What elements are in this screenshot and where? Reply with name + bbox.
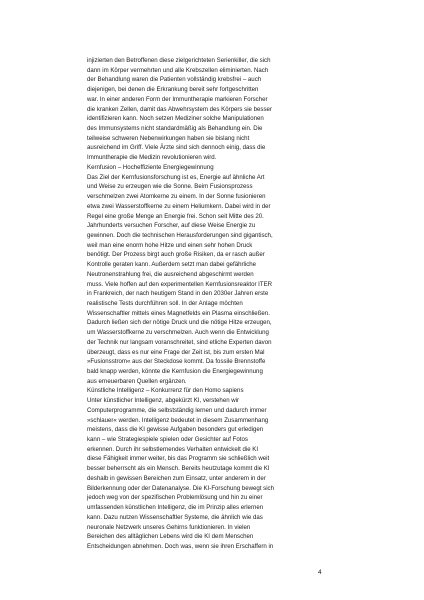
text-line: etwa zwei Wasserstoffkerne zu einem Heliumkern. Dabei wird in der <box>87 202 271 210</box>
text-line: benötigt. Der Prozess birgt auch große Risiken, da er rasch außer <box>87 251 265 259</box>
text-line: Dadurch ließen sich der nötige Druck und die nötige Hitze erzeugen, <box>87 319 272 327</box>
text-line: Bilderkennung oder der Datenanalyse. Die KI-Forschung bewegt sich <box>87 484 274 492</box>
text-line: in Frankreich, der nach heutigem Stand in den 2030er Jahren erste <box>87 290 269 298</box>
text-line: erkennen. Durch ihr selbstlernendes Verhalten entwickelt die KI <box>87 445 259 453</box>
text-line: neuronale Netzwerk unseres Gehirns funktionieren. In vielen <box>87 523 251 531</box>
text-line: überzeugt, dass es nur eine Frage der Zeit ist, bis zum ersten Mal <box>87 348 265 356</box>
text-line: um Wasserstoffkerne zu verschmelzen. Auch wenn die Entwicklung <box>87 329 269 337</box>
text-line: injizierten den Betroffenen diese zielgerichteten Serienkiller, die sich <box>87 57 271 64</box>
text-line: kann – wie Strategiespiele spielen oder Gesichter auf Fotos <box>87 436 248 444</box>
text-line: Bereichen des alltäglichen Lebens wird die KI dem Menschen <box>87 533 254 541</box>
text-line: aus erneuerbaren Quellen ergänzen. <box>87 377 187 385</box>
text-line: »schlauer« werden. Intelligenz bedeutet in diesem Zusammenhang <box>87 416 269 424</box>
text-line: realistische Tests durchführen soll. In der Anlage möchten <box>87 299 243 307</box>
page-number: 4 <box>318 569 322 576</box>
section-heading-kernfusion: Kernfusion – Hocheffiziente Energiegewinnung <box>87 163 214 171</box>
text-line: bald knapp werden, könnte die Kernfusion die Energiegewinnung <box>87 368 263 375</box>
text-line: besser beherrscht als ein Mensch. Bereits heutzutage kommt die KI <box>87 465 270 473</box>
text-line: gewinnen. Doch die technischen Herausforderungen sind gigantisch, <box>87 231 273 239</box>
text-line: der Technik nur langsam voranschreitet, sind etliche Experten davon <box>87 338 272 346</box>
text-line: des Immunsystems nicht standardmäßig als Behandlung ein. Die <box>87 125 263 133</box>
text-line: diese Fähigkeit immer weiter, bis das Programm sie schließlich weit <box>87 455 270 463</box>
text-line: diejenigen, bei denen die Erkrankung bereit sehr fortgeschritten <box>87 86 259 94</box>
text-line: Jahrhunderts versuchen Forscher, auf diese Weise Energie zu <box>87 222 256 230</box>
text-line: der Behandlung waren die Patienten vollständig krebsfrei – auch <box>87 76 262 84</box>
text-line: kann. Dazu nutzen Wissenschaftler Systeme, die ähnlich wie das <box>87 513 263 521</box>
text-line: Unter künstlicher Intelligenz, abgekürzt KI, verstehen wir <box>87 397 240 405</box>
body-text <box>87 56 349 552</box>
text-line: die kranken Zellen, damit das Abwehrsystem des Körpers sie besser <box>87 105 272 113</box>
text-line: meistens, dass die KI gewisse Aufgaben besonders gut erledigen <box>87 426 264 434</box>
text-line: war. In einer anderen Form der Immuntherapie markieren Forscher <box>87 95 268 103</box>
text-line: Entscheidungen abnehmen. Doch was, wenn sie ihren Erschaffern in <box>87 542 274 550</box>
text-line: dann im Körper vermehrten und alle Krebszellen eliminierten. Nach <box>87 66 269 74</box>
text-line: identifizieren kann. Noch setzen Mediziner solche Manipulationen <box>87 115 264 123</box>
text-line: Das Ziel der Kernfusionsforschung ist es, Energie auf ähnliche Art <box>87 173 265 181</box>
text-line: und Weise zu erzeugen wie die Sonne. Beim Fusionsprozess <box>87 183 253 191</box>
text-line: teilweise schweren Nebenwirkungen haben sie bislang nicht <box>87 134 250 142</box>
text-line: Immuntherapie die Medizin revolutionieren wird. <box>87 154 217 162</box>
text-line: Computerprogramme, die selbstständig lernen und dadurch immer <box>87 406 267 414</box>
text-line: umfassenden künstlichen Intelligenz, die im Prinzip alles erlernen <box>87 504 264 512</box>
text-line: verschmelzen zwei Atomkerne zu einem. In der Sonne fusionieren <box>87 193 266 201</box>
text-line: deshalb in gewissen Bereichen zum Einsatz, unter anderem in der <box>87 474 266 482</box>
text-line: »Fusionsstrom« aus der Steckdose kommt. Da fossile Brennstoffe <box>87 358 266 366</box>
section-heading-kuenstliche-intelligenz: Künstliche Intelligenz – Konkurrenz für den Homo sapiens <box>87 387 244 395</box>
text-line: Regel eine große Menge an Energie frei. Schon seit Mitte des 20. <box>87 212 264 220</box>
text-line: weil man eine enorm hohe Hitze und einen sehr hohen Druck <box>87 241 253 249</box>
text-line: Wissenschaftler mittels eines Magnetfelds ein Plasma einschließen. <box>87 309 270 317</box>
text-line: ausreichend im Griff. Viele Ärzte sind sich dennoch einig, dass die <box>87 144 266 152</box>
text-line: jedoch weg von der spezifischen Problemlösung und hin zu einer <box>87 494 263 502</box>
text-line: Kontrolle geraten kann. Außerdem setzt man dabei gefährliche <box>87 261 257 269</box>
text-line: Neutronenstrahlung frei, die ausreichend abgeschirmt werden <box>87 270 254 278</box>
text-line: muss. Viele hoffen auf den experimentellen Kernfusionsreaktor ITER <box>87 280 273 288</box>
